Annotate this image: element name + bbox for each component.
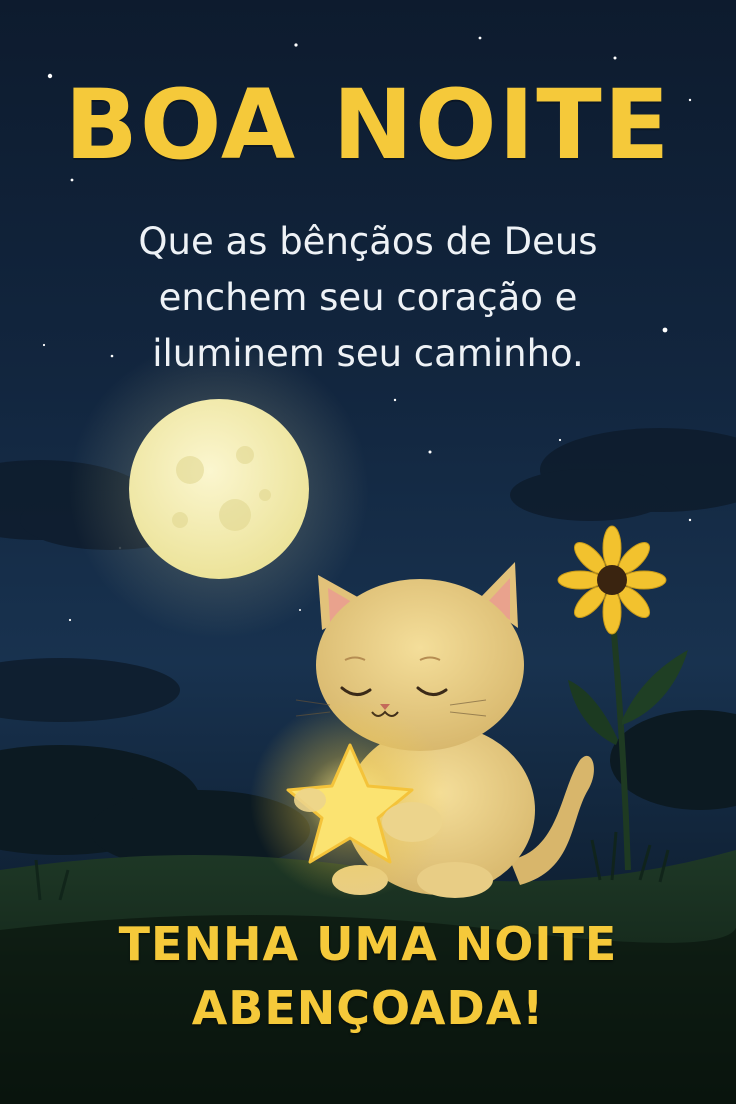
moon bbox=[129, 399, 309, 579]
title-heading: BOA NOITE bbox=[64, 69, 672, 181]
closing-line: ABENÇOADA! bbox=[191, 981, 545, 1035]
blessing-line: Que as bênçãos de Deus bbox=[138, 220, 598, 263]
closing-line: TENHA UMA NOITE bbox=[118, 917, 618, 971]
closing-text bbox=[0, 912, 736, 1040]
glowing-star bbox=[250, 700, 450, 900]
blessing-line: enchem seu coração e bbox=[158, 276, 578, 319]
sunflower bbox=[558, 526, 688, 870]
blessing-line: iluminem seu caminho. bbox=[152, 332, 584, 375]
blessing-text bbox=[0, 214, 736, 382]
